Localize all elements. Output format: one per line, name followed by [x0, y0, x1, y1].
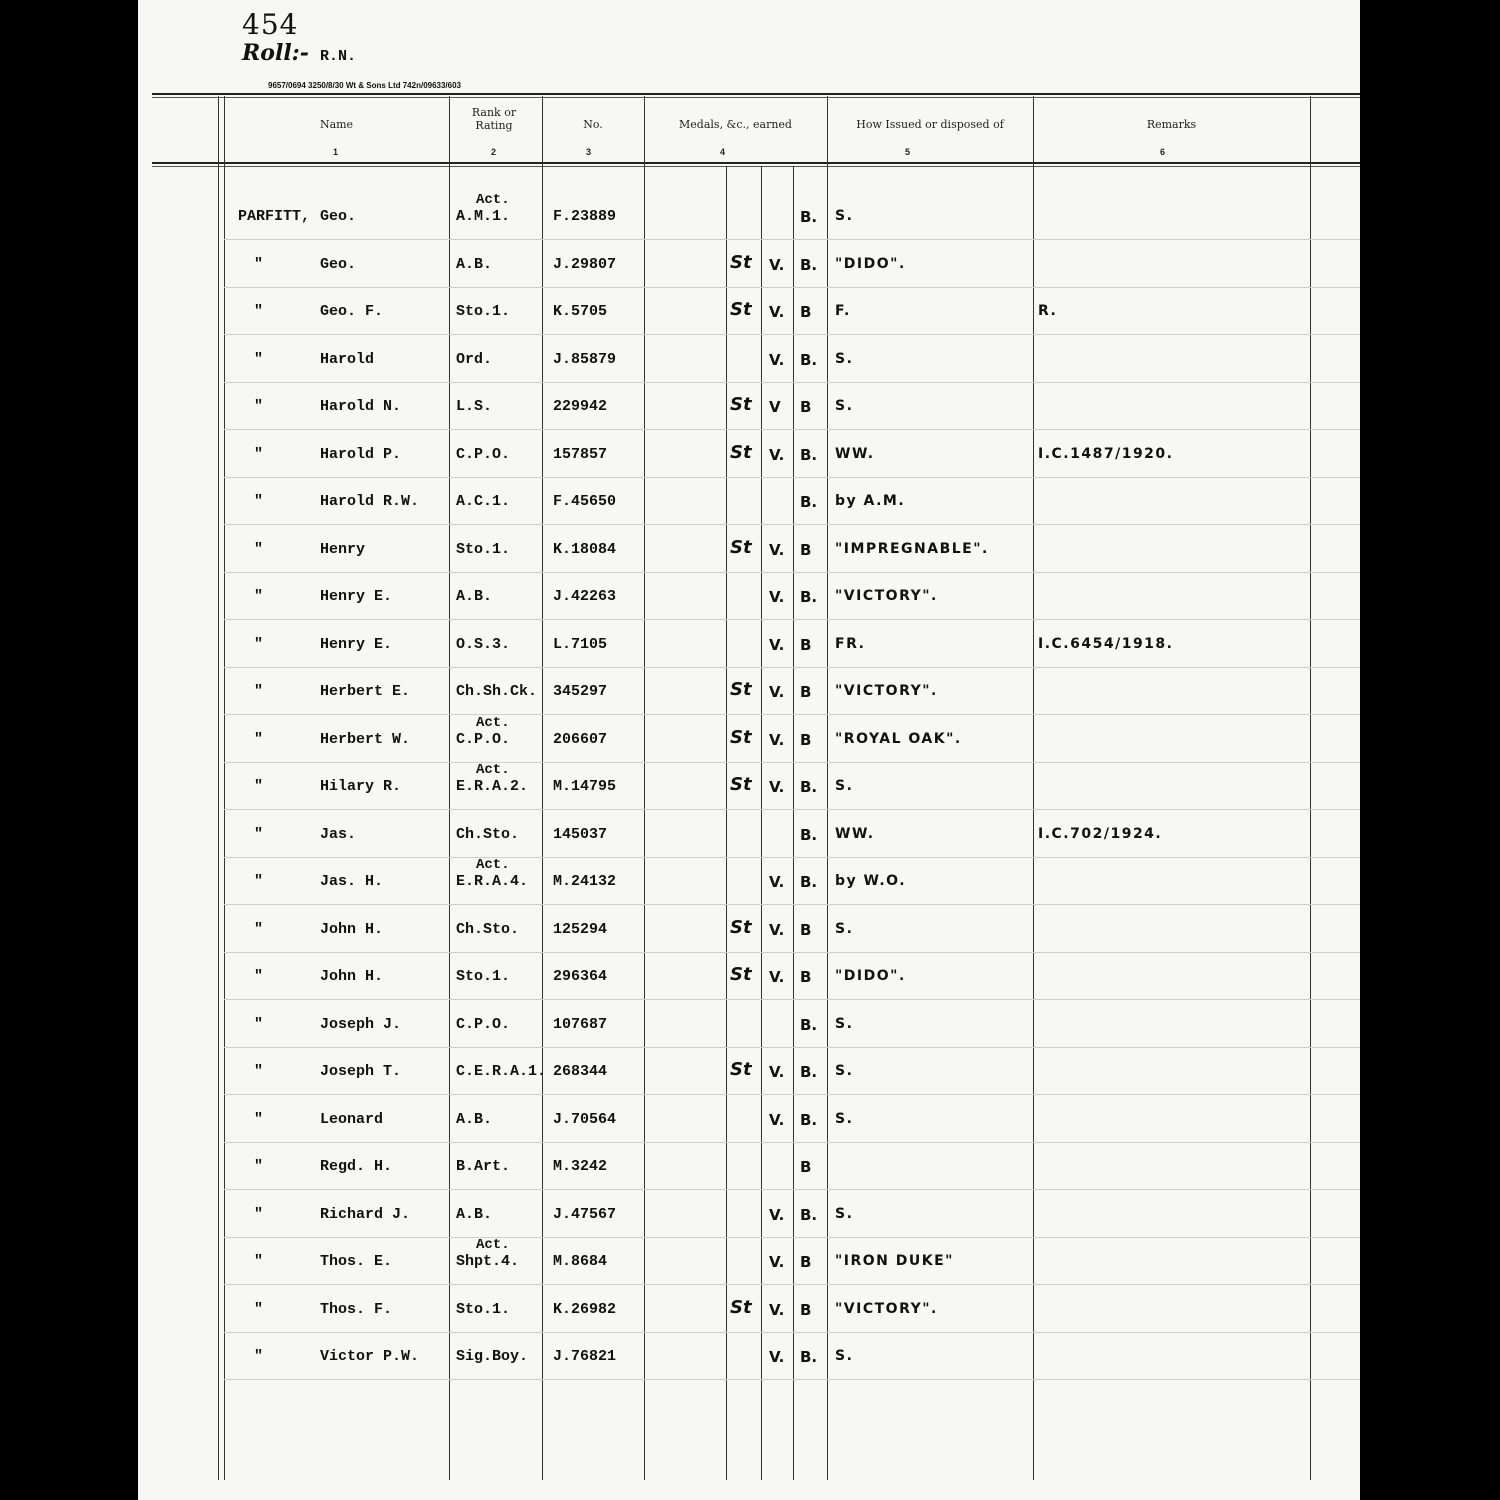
- entry-surname: ": [254, 1158, 264, 1175]
- entry-number: 296364: [553, 968, 608, 985]
- header-issued-num: 5: [905, 147, 911, 157]
- entry-number: 145037: [553, 825, 608, 843]
- entry-surname: ": [254, 920, 264, 938]
- entry-medal-british: B.: [800, 1015, 818, 1034]
- row-rule: [224, 572, 1360, 573]
- entry-number: J.47567: [553, 1205, 617, 1223]
- entry-medal-british: B.: [800, 1348, 818, 1366]
- entry-given-name: Geo.: [320, 255, 357, 273]
- entry-rank: A.B.: [456, 588, 493, 605]
- entry-medal-victory: V.: [769, 588, 785, 606]
- entry-medal-british: B.: [800, 825, 818, 844]
- entry-medal-victory: V.: [769, 873, 785, 891]
- entry-surname: ": [254, 303, 264, 320]
- entry-number: 157857: [553, 445, 608, 463]
- row-rule: [224, 1379, 1360, 1380]
- entry-rank: Sto.1.: [456, 303, 511, 320]
- entry-given-name: Joseph J.: [320, 1015, 402, 1033]
- entry-medal-british: B.: [800, 778, 818, 796]
- entry-medal-british: B: [800, 398, 812, 416]
- entry-surname: ": [254, 445, 264, 463]
- entry-given-name: John H.: [320, 920, 384, 938]
- entry-medal-victory: V.: [769, 1205, 785, 1224]
- header-rank: Rank or Rating: [471, 106, 517, 132]
- entry-surname: PARFITT,: [238, 208, 311, 225]
- printer-imprint: 9657/0694 3250/8/30 Wt & Sons Ltd 742n/09633/603: [268, 81, 462, 90]
- entry-issued: S.: [835, 1015, 854, 1032]
- header-no-num: 3: [586, 147, 592, 157]
- entry-medal-british: B.: [800, 208, 818, 226]
- entry-rank: C.P.O.: [456, 730, 511, 748]
- entry-number: M.3242: [553, 1158, 608, 1175]
- entry-medal-star: St: [730, 394, 752, 415]
- entry-rank: A.B.: [456, 1205, 493, 1223]
- entry-rank: B.Art.: [456, 1158, 511, 1175]
- entry-surname: ": [254, 493, 264, 510]
- row-rule: [224, 714, 1360, 715]
- entry-given-name: Geo. F.: [320, 303, 384, 320]
- entry-medal-british: B: [800, 303, 812, 321]
- entry-surname: ": [254, 540, 264, 558]
- entry-given-name: Leonard: [320, 1110, 384, 1128]
- entry-issued: S.: [835, 1110, 854, 1127]
- entry-number: 268344: [553, 1063, 608, 1080]
- entry-given-name: Harold P.: [320, 445, 402, 463]
- entry-medal-victory: V.: [769, 778, 785, 796]
- entry-medal-victory: V.: [769, 350, 785, 369]
- entry-issued: "VICTORY".: [835, 1300, 938, 1317]
- entry-medal-victory: V.: [769, 730, 785, 749]
- entry-medal-victory: V.: [769, 683, 785, 701]
- row-rule: [224, 287, 1360, 288]
- entry-medal-british: B.: [800, 493, 818, 511]
- header-name: Name: [319, 118, 354, 131]
- entry-medal-british: B.: [800, 445, 818, 464]
- entry-medal-victory: V.: [769, 540, 785, 559]
- entry-medal-british: B: [800, 920, 812, 939]
- entry-medal-victory: V.: [769, 255, 785, 274]
- row-rule: [224, 809, 1360, 810]
- entry-rank: L.S.: [456, 398, 493, 415]
- entry-medal-victory: V.: [769, 1348, 785, 1366]
- entry-surname: ": [254, 825, 264, 843]
- entry-rank: O.S.3.: [456, 635, 511, 653]
- entry-rank: Ch.Sto.: [456, 825, 520, 843]
- entry-given-name: Thos. E.: [320, 1253, 393, 1270]
- entry-given-name: Henry E.: [320, 635, 393, 653]
- entry-number: M.24132: [553, 873, 617, 890]
- entry-number: J.76821: [553, 1348, 617, 1365]
- entry-medal-star: St: [730, 299, 752, 320]
- row-rule: [224, 1189, 1360, 1190]
- entry-medal-victory: V.: [769, 1300, 785, 1319]
- entry-number: J.42263: [553, 588, 617, 605]
- header-top-rule-2: [152, 97, 1360, 98]
- entry-given-name: Regd. H.: [320, 1158, 393, 1175]
- header-medals: Medals, &c., earned: [679, 118, 792, 131]
- entry-number: K.18084: [553, 540, 617, 558]
- entry-given-name: John H.: [320, 968, 384, 985]
- row-rule: [224, 239, 1360, 240]
- entry-medal-victory: V: [769, 398, 781, 416]
- row-rule: [224, 619, 1360, 620]
- entry-rank: Sto.1.: [456, 540, 511, 558]
- entry-rank: A.C.1.: [456, 493, 511, 510]
- entry-surname: ": [254, 255, 264, 273]
- entry-given-name: Harold N.: [320, 398, 402, 415]
- entry-medal-british: B: [800, 730, 812, 749]
- entry-surname: ": [254, 968, 264, 985]
- entry-number: F.23889: [553, 208, 617, 225]
- row-rule: [224, 1094, 1360, 1095]
- entry-issued: "ROYAL OAK".: [835, 730, 962, 747]
- entry-number: 229942: [553, 398, 608, 415]
- entry-medal-victory: V.: [769, 1110, 785, 1129]
- col-line: [827, 96, 828, 1480]
- entry-number: K.5705: [553, 303, 608, 320]
- header-remarks-num: 6: [1160, 147, 1166, 157]
- entry-medal-british: B: [800, 1300, 812, 1319]
- entry-surname: ": [254, 1063, 264, 1080]
- entry-remarks: R.: [1038, 303, 1058, 319]
- entry-remarks: I.C.6454/1918.: [1038, 635, 1174, 652]
- col-line: [793, 166, 794, 1480]
- entry-given-name: Joseph T.: [320, 1063, 402, 1080]
- entry-surname: ": [254, 635, 264, 653]
- entry-number: M.8684: [553, 1253, 608, 1270]
- entry-given-name: Harold R.W.: [320, 493, 420, 510]
- entry-issued: S.: [835, 398, 854, 414]
- entry-given-name: Henry: [320, 540, 366, 558]
- entry-medal-victory: V.: [769, 303, 785, 321]
- col-line: [726, 166, 727, 1480]
- entry-surname: ": [254, 398, 264, 415]
- entry-issued: S.: [835, 920, 854, 937]
- entry-issued: S.: [835, 778, 854, 794]
- header-remarks: Remarks: [1146, 118, 1197, 131]
- entry-rank: Sig.Boy.: [456, 1348, 529, 1365]
- row-rule: [224, 999, 1360, 1000]
- entry-rank: Sto.1.: [456, 1300, 511, 1318]
- entry-issued: S.: [835, 1063, 854, 1079]
- row-rule: [224, 524, 1360, 525]
- row-rule: [224, 952, 1360, 953]
- entry-given-name: Herbert W.: [320, 730, 411, 748]
- entry-medal-star: St: [730, 1059, 752, 1080]
- entry-medal-victory: V.: [769, 1063, 785, 1081]
- row-rule: [224, 334, 1360, 335]
- entry-medal-star: St: [730, 679, 752, 700]
- entry-medal-star: St: [730, 441, 752, 463]
- entry-issued: WW.: [835, 445, 875, 462]
- entry-given-name: Herbert E.: [320, 683, 411, 700]
- entry-medal-star: St: [730, 774, 752, 795]
- entry-medal-star: St: [730, 916, 752, 938]
- entry-issued: WW.: [835, 825, 875, 842]
- entry-surname: ": [254, 1348, 264, 1365]
- entry-remarks: I.C.1487/1920.: [1038, 445, 1174, 462]
- entry-number: 125294: [553, 920, 608, 938]
- row-rule: [224, 1237, 1360, 1238]
- entry-rank: E.R.A.4.: [456, 873, 529, 890]
- row-rule: [224, 1047, 1360, 1048]
- entry-number: 107687: [553, 1015, 608, 1033]
- roll-page: [138, 0, 1360, 1500]
- entry-medal-british: B.: [800, 255, 818, 274]
- entry-number: F.45650: [553, 493, 617, 510]
- entry-issued: S.: [835, 1348, 854, 1364]
- row-rule: [224, 477, 1360, 478]
- entry-surname: ": [254, 873, 264, 890]
- page-number: 454: [242, 8, 299, 41]
- entry-medal-british: B: [800, 635, 812, 654]
- entry-rank: Ord.: [456, 350, 493, 368]
- entry-surname: ": [254, 588, 264, 605]
- entry-medal-british: B.: [800, 873, 818, 891]
- entry-issued: S.: [835, 1205, 854, 1222]
- entry-medal-victory: V.: [769, 635, 785, 654]
- entry-surname: ": [254, 1015, 264, 1033]
- entry-issued: "VICTORY".: [835, 683, 938, 699]
- entry-issued: S.: [835, 208, 854, 224]
- col-line: [449, 96, 450, 1480]
- entry-number: 206607: [553, 730, 608, 748]
- entry-medal-victory: V.: [769, 968, 785, 986]
- row-rule: [224, 429, 1360, 430]
- entry-issued: "IRON DUKE": [835, 1253, 954, 1269]
- entry-rank: Sto.1.: [456, 968, 511, 985]
- row-rule: [224, 1332, 1360, 1333]
- entry-medal-british: B.: [800, 588, 818, 606]
- entry-surname: ": [254, 1205, 264, 1223]
- entry-issued: by A.M.: [835, 493, 906, 509]
- entry-surname: ": [254, 1300, 264, 1318]
- entry-medal-star: St: [730, 726, 752, 748]
- header-name-num: 1: [333, 147, 339, 157]
- col-line: [542, 96, 543, 1480]
- row-rule: [224, 904, 1360, 905]
- entry-medal-victory: V.: [769, 1253, 785, 1271]
- entry-rank: Ch.Sh.Ck.: [456, 683, 538, 700]
- entry-rank-prefix: Act.: [476, 1237, 510, 1253]
- entry-medal-british: B: [800, 1253, 812, 1271]
- entry-surname: ": [254, 730, 264, 748]
- entry-remarks: I.C.702/1924.: [1038, 825, 1163, 842]
- row-rule: [224, 857, 1360, 858]
- entry-rank-prefix: Act.: [476, 192, 510, 208]
- entry-medal-british: B: [800, 683, 812, 701]
- entry-given-name: Thos. F.: [320, 1300, 393, 1318]
- entry-rank-prefix: Act.: [476, 714, 510, 731]
- entry-issued: "IMPREGNABLE".: [835, 540, 989, 557]
- header-medals-num: 4: [720, 147, 726, 157]
- col-line: [761, 166, 762, 1480]
- entry-number: L.7105: [553, 635, 608, 653]
- entry-rank: C.P.O.: [456, 445, 511, 463]
- entry-medal-british: B.: [800, 1205, 818, 1224]
- entry-issued: F.: [835, 303, 851, 319]
- row-rule: [224, 1142, 1360, 1143]
- entry-medal-british: B.: [800, 1063, 818, 1081]
- entry-rank: A.B.: [456, 1110, 493, 1128]
- entry-issued: "VICTORY".: [835, 588, 938, 604]
- header-issued: How Issued or disposed of: [856, 118, 1004, 131]
- entry-given-name: Jas. H.: [320, 873, 384, 890]
- entry-issued: by W.O.: [835, 873, 907, 889]
- entry-given-name: Richard J.: [320, 1205, 411, 1223]
- entry-given-name: Henry E.: [320, 588, 393, 605]
- entry-surname: ": [254, 350, 264, 368]
- entry-medal-british: B.: [800, 1110, 818, 1129]
- entry-number: 345297: [553, 683, 608, 700]
- entry-medal-star: St: [730, 964, 752, 985]
- entry-surname: ": [254, 778, 264, 795]
- col-line: [1310, 96, 1311, 1480]
- roll-label: Roll:-: [242, 40, 309, 66]
- entry-surname: ": [254, 1253, 264, 1270]
- header-bottom-rule: [152, 162, 1360, 164]
- entry-number: J.29807: [553, 255, 617, 273]
- entry-medal-victory: V.: [769, 920, 785, 939]
- entry-given-name: Harold: [320, 350, 375, 368]
- entry-given-name: Victor P.W.: [320, 1348, 420, 1365]
- col-line: [224, 96, 225, 1480]
- entry-surname: ": [254, 683, 264, 700]
- col-line: [218, 96, 219, 1480]
- entry-issued: FR.: [835, 635, 866, 652]
- header-rank-num: 2: [491, 147, 497, 157]
- entry-number: J.85879: [553, 350, 617, 368]
- entry-medal-star: St: [730, 1296, 752, 1318]
- entry-medal-star: St: [730, 251, 752, 273]
- entry-rank: Ch.Sto.: [456, 920, 520, 938]
- entry-given-name: Hilary R.: [320, 778, 402, 795]
- entry-rank-prefix: Act.: [476, 857, 510, 873]
- header-no: No.: [583, 118, 603, 131]
- entry-rank-prefix: Act.: [476, 762, 510, 778]
- entry-medal-british: B: [800, 1158, 812, 1176]
- col-line: [644, 96, 645, 1480]
- entry-surname: ": [254, 1110, 264, 1128]
- entry-rank: C.P.O.: [456, 1015, 511, 1033]
- entry-issued: "DIDO".: [835, 255, 906, 272]
- entry-rank: C.E.R.A.1.: [456, 1063, 547, 1080]
- entry-medal-british: B.: [800, 350, 818, 369]
- entry-medal-victory: V.: [769, 445, 785, 464]
- row-rule: [224, 667, 1360, 668]
- entry-medal-british: B: [800, 540, 812, 559]
- entry-rank: E.R.A.2.: [456, 778, 529, 795]
- entry-given-name: Jas.: [320, 825, 357, 843]
- entry-number: M.14795: [553, 778, 617, 795]
- entry-medal-british: B: [800, 968, 812, 986]
- entry-issued: "DIDO".: [835, 968, 906, 984]
- entry-given-name: Geo.: [320, 208, 357, 225]
- entry-number: J.70564: [553, 1110, 617, 1128]
- entry-medal-star: St: [730, 536, 752, 558]
- entry-issued: S.: [835, 350, 854, 367]
- row-rule: [224, 762, 1360, 763]
- entry-rank: Shpt.4.: [456, 1253, 520, 1270]
- header-bottom-rule-2: [152, 166, 1360, 167]
- entry-rank: A.B.: [456, 255, 493, 273]
- entry-rank: A.M.1.: [456, 208, 511, 225]
- row-rule: [224, 1284, 1360, 1285]
- col-line: [1033, 96, 1034, 1480]
- roll-value: R.N.: [320, 48, 357, 65]
- row-rule: [224, 382, 1360, 383]
- entry-number: K.26982: [553, 1300, 617, 1318]
- header-top-rule: [152, 93, 1360, 95]
